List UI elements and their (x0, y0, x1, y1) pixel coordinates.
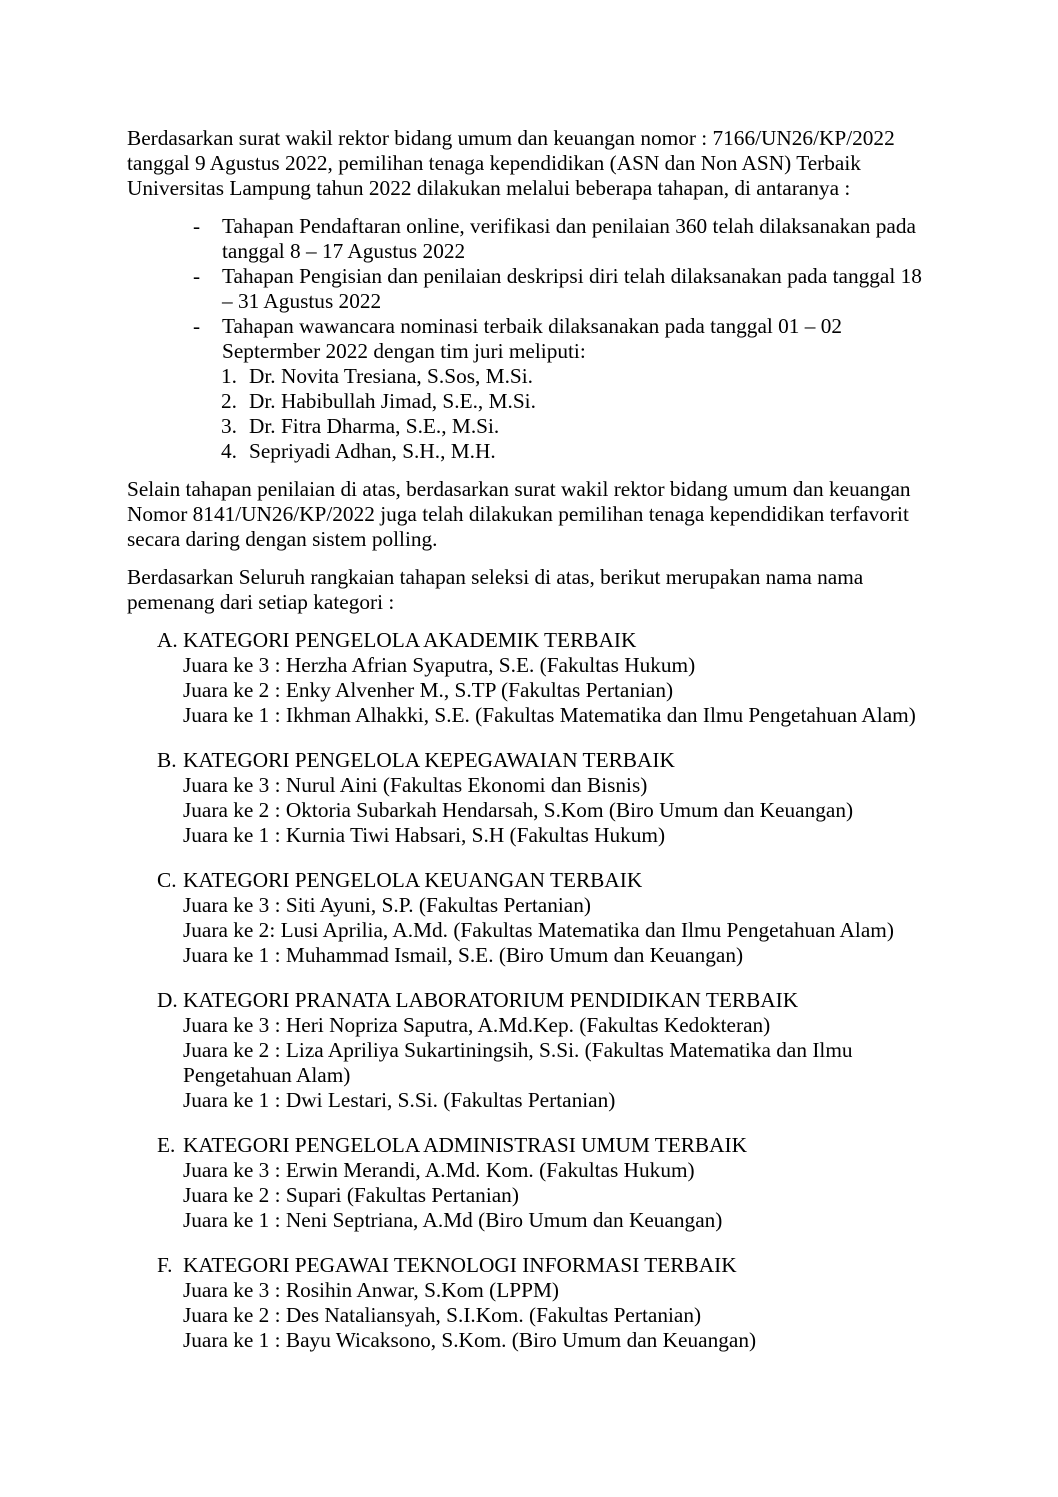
category-letter: D. (157, 988, 178, 1012)
jury-number: 1. (221, 364, 237, 388)
winner-line: Juara ke 3 : Nurul Aini (Fakultas Ekonomi dan Bisnis) (183, 773, 648, 797)
jury-name: Dr. Habibullah Jimad, S.E., M.Si. (249, 389, 536, 413)
winner-line: Juara ke 2 : Liza Apriliya Sukartiningsih, S.Si. (Fakultas Matematika dan Ilmu Pengetahuan Alam) (183, 1038, 853, 1087)
winner-line: Juara ke 1 : Kurnia Tiwi Habsari, S.H (Fakultas Hukum) (183, 823, 666, 847)
category-title: KATEGORI PEGAWAI TEKNOLOGI INFORMASI TERBAIK (183, 1253, 737, 1277)
category-heading (127, 1253, 933, 1278)
jury-name: Dr. Fitra Dharma, S.E., M.Si. (249, 414, 500, 438)
stage-text: Tahapan Pengisian dan penilaian deskripsi diri telah dilaksanakan pada tanggal 18 – 31 Agustus 2022 (222, 264, 922, 313)
dash-bullet: - (193, 314, 201, 338)
winner-line: Juara ke 3 : Heri Nopriza Saputra, A.Md.Kep. (Fakultas Kedokteran) (183, 1013, 771, 1037)
category-block-teknologi-informasi (127, 1253, 933, 1353)
winner-line: Juara ke 2 : Oktoria Subarkah Hendarsah, S.Kom (Biro Umum dan Keuangan) (183, 798, 854, 822)
category-heading (127, 748, 933, 773)
winner-line: Juara ke 1 : Muhammad Ismail, S.E. (Biro Umum dan Keuangan) (183, 943, 744, 967)
winner-line: Juara ke 1 : Bayu Wicaksono, S.Kom. (Biro Umum dan Keuangan) (183, 1328, 757, 1352)
jury-item (127, 439, 933, 464)
winner-line: Juara ke 1 : Neni Septriana, A.Md (Biro Umum dan Keuangan) (183, 1208, 723, 1232)
category-title: KATEGORI PENGELOLA ADMINISTRASI UMUM TERBAIK (183, 1133, 747, 1157)
jury-item (127, 389, 933, 414)
category-block-kepegawaian (127, 748, 933, 848)
category-letter: F. (157, 1253, 173, 1277)
category-letter: C. (157, 868, 177, 892)
category-heading (127, 988, 933, 1013)
winner-line: Juara ke 3 : Erwin Merandi, A.Md. Kom. (Fakultas Hukum) (183, 1158, 695, 1182)
winner-line: Juara ke 3 : Siti Ayuni, S.P. (Fakultas Pertanian) (183, 893, 591, 917)
stage-item (127, 314, 933, 364)
winner-line: Juara ke 2 : Des Nataliansyah, S.I.Kom. (Fakultas Pertanian) (183, 1303, 702, 1327)
category-title: KATEGORI PENGELOLA KEUANGAN TERBAIK (183, 868, 643, 892)
stage-item (127, 264, 933, 314)
category-list (127, 628, 933, 1353)
polling-paragraph: Selain tahapan penilaian di atas, berdasarkan surat wakil rektor bidang umum dan keuangan Nomor 8141/UN26/KP/2022 juga telah dilakukan pemilihan tenaga kependidikan terfavorit secara daring dengan sistem polling. (127, 477, 911, 551)
category-letter: A. (157, 628, 178, 652)
category-block-laboratorium (127, 988, 933, 1113)
dash-bullet: - (193, 214, 201, 238)
category-title: KATEGORI PRANATA LABORATORIUM PENDIDIKAN TERBAIK (183, 988, 799, 1012)
category-heading (127, 868, 933, 893)
jury-number: 4. (221, 439, 237, 463)
category-heading (127, 628, 933, 653)
jury-item (127, 364, 933, 389)
winners-intro-paragraph: Berdasarkan Seluruh rangkaian tahapan seleksi di atas, berikut merupakan nama nama pemenang dari setiap kategori : (127, 565, 864, 614)
winner-line: Juara ke 2 : Enky Alvenher M., S.TP (Fakultas Pertanian) (183, 678, 674, 702)
stage-text: Tahapan wawancara nominasi terbaik dilaksanakan pada tanggal 01 – 02 Septermber 2022 dengan tim juri meliputi: (222, 314, 843, 363)
jury-name: Sepriyadi Adhan, S.H., M.H. (249, 439, 496, 463)
jury-name: Dr. Novita Tresiana, S.Sos, M.Si. (249, 364, 534, 388)
intro-paragraph: Berdasarkan surat wakil rektor bidang umum dan keuangan nomor : 7166/UN26/KP/2022 tanggal 9 Agustus 2022, pemilihan tenaga kependidikan (ASN dan Non ASN) Terbaik Universitas Lampung tahun 2022 dilakukan melalui beberapa tahapan, di antaranya : (127, 126, 895, 200)
category-block-keuangan (127, 868, 933, 968)
dash-bullet: - (193, 264, 201, 288)
category-letter: E. (157, 1133, 176, 1157)
winner-line: Juara ke 3 : Herzha Afrian Syaputra, S.E. (Fakultas Hukum) (183, 653, 696, 677)
stage-list (127, 214, 933, 464)
category-heading (127, 1133, 933, 1158)
winner-line: Juara ke 2: Lusi Aprilia, A.Md. (Fakultas Matematika dan Ilmu Pengetahuan Alam) (183, 918, 894, 942)
winner-line: Juara ke 1 : Dwi Lestari, S.Si. (Fakultas Pertanian) (183, 1088, 616, 1112)
winner-line: Juara ke 2 : Supari (Fakultas Pertanian) (183, 1183, 519, 1207)
jury-item (127, 414, 933, 439)
jury-list (127, 364, 933, 464)
category-block-administrasi (127, 1133, 933, 1233)
category-title: KATEGORI PENGELOLA AKADEMIK TERBAIK (183, 628, 637, 652)
jury-number: 2. (221, 389, 237, 413)
winner-line: Juara ke 1 : Ikhman Alhakki, S.E. (Fakultas Matematika dan Ilmu Pengetahuan Alam) (183, 703, 916, 727)
category-letter: B. (157, 748, 177, 772)
winner-line: Juara ke 3 : Rosihin Anwar, S.Kom (LPPM) (183, 1278, 559, 1302)
category-title: KATEGORI PENGELOLA KEPEGAWAIAN TERBAIK (183, 748, 675, 772)
category-block-akademik (127, 628, 933, 728)
jury-number: 3. (221, 414, 237, 438)
stage-text: Tahapan Pendaftaran online, verifikasi dan penilaian 360 telah dilaksanakan pada tanggal 8 – 17 Agustus 2022 (222, 214, 916, 263)
stage-item (127, 214, 933, 264)
